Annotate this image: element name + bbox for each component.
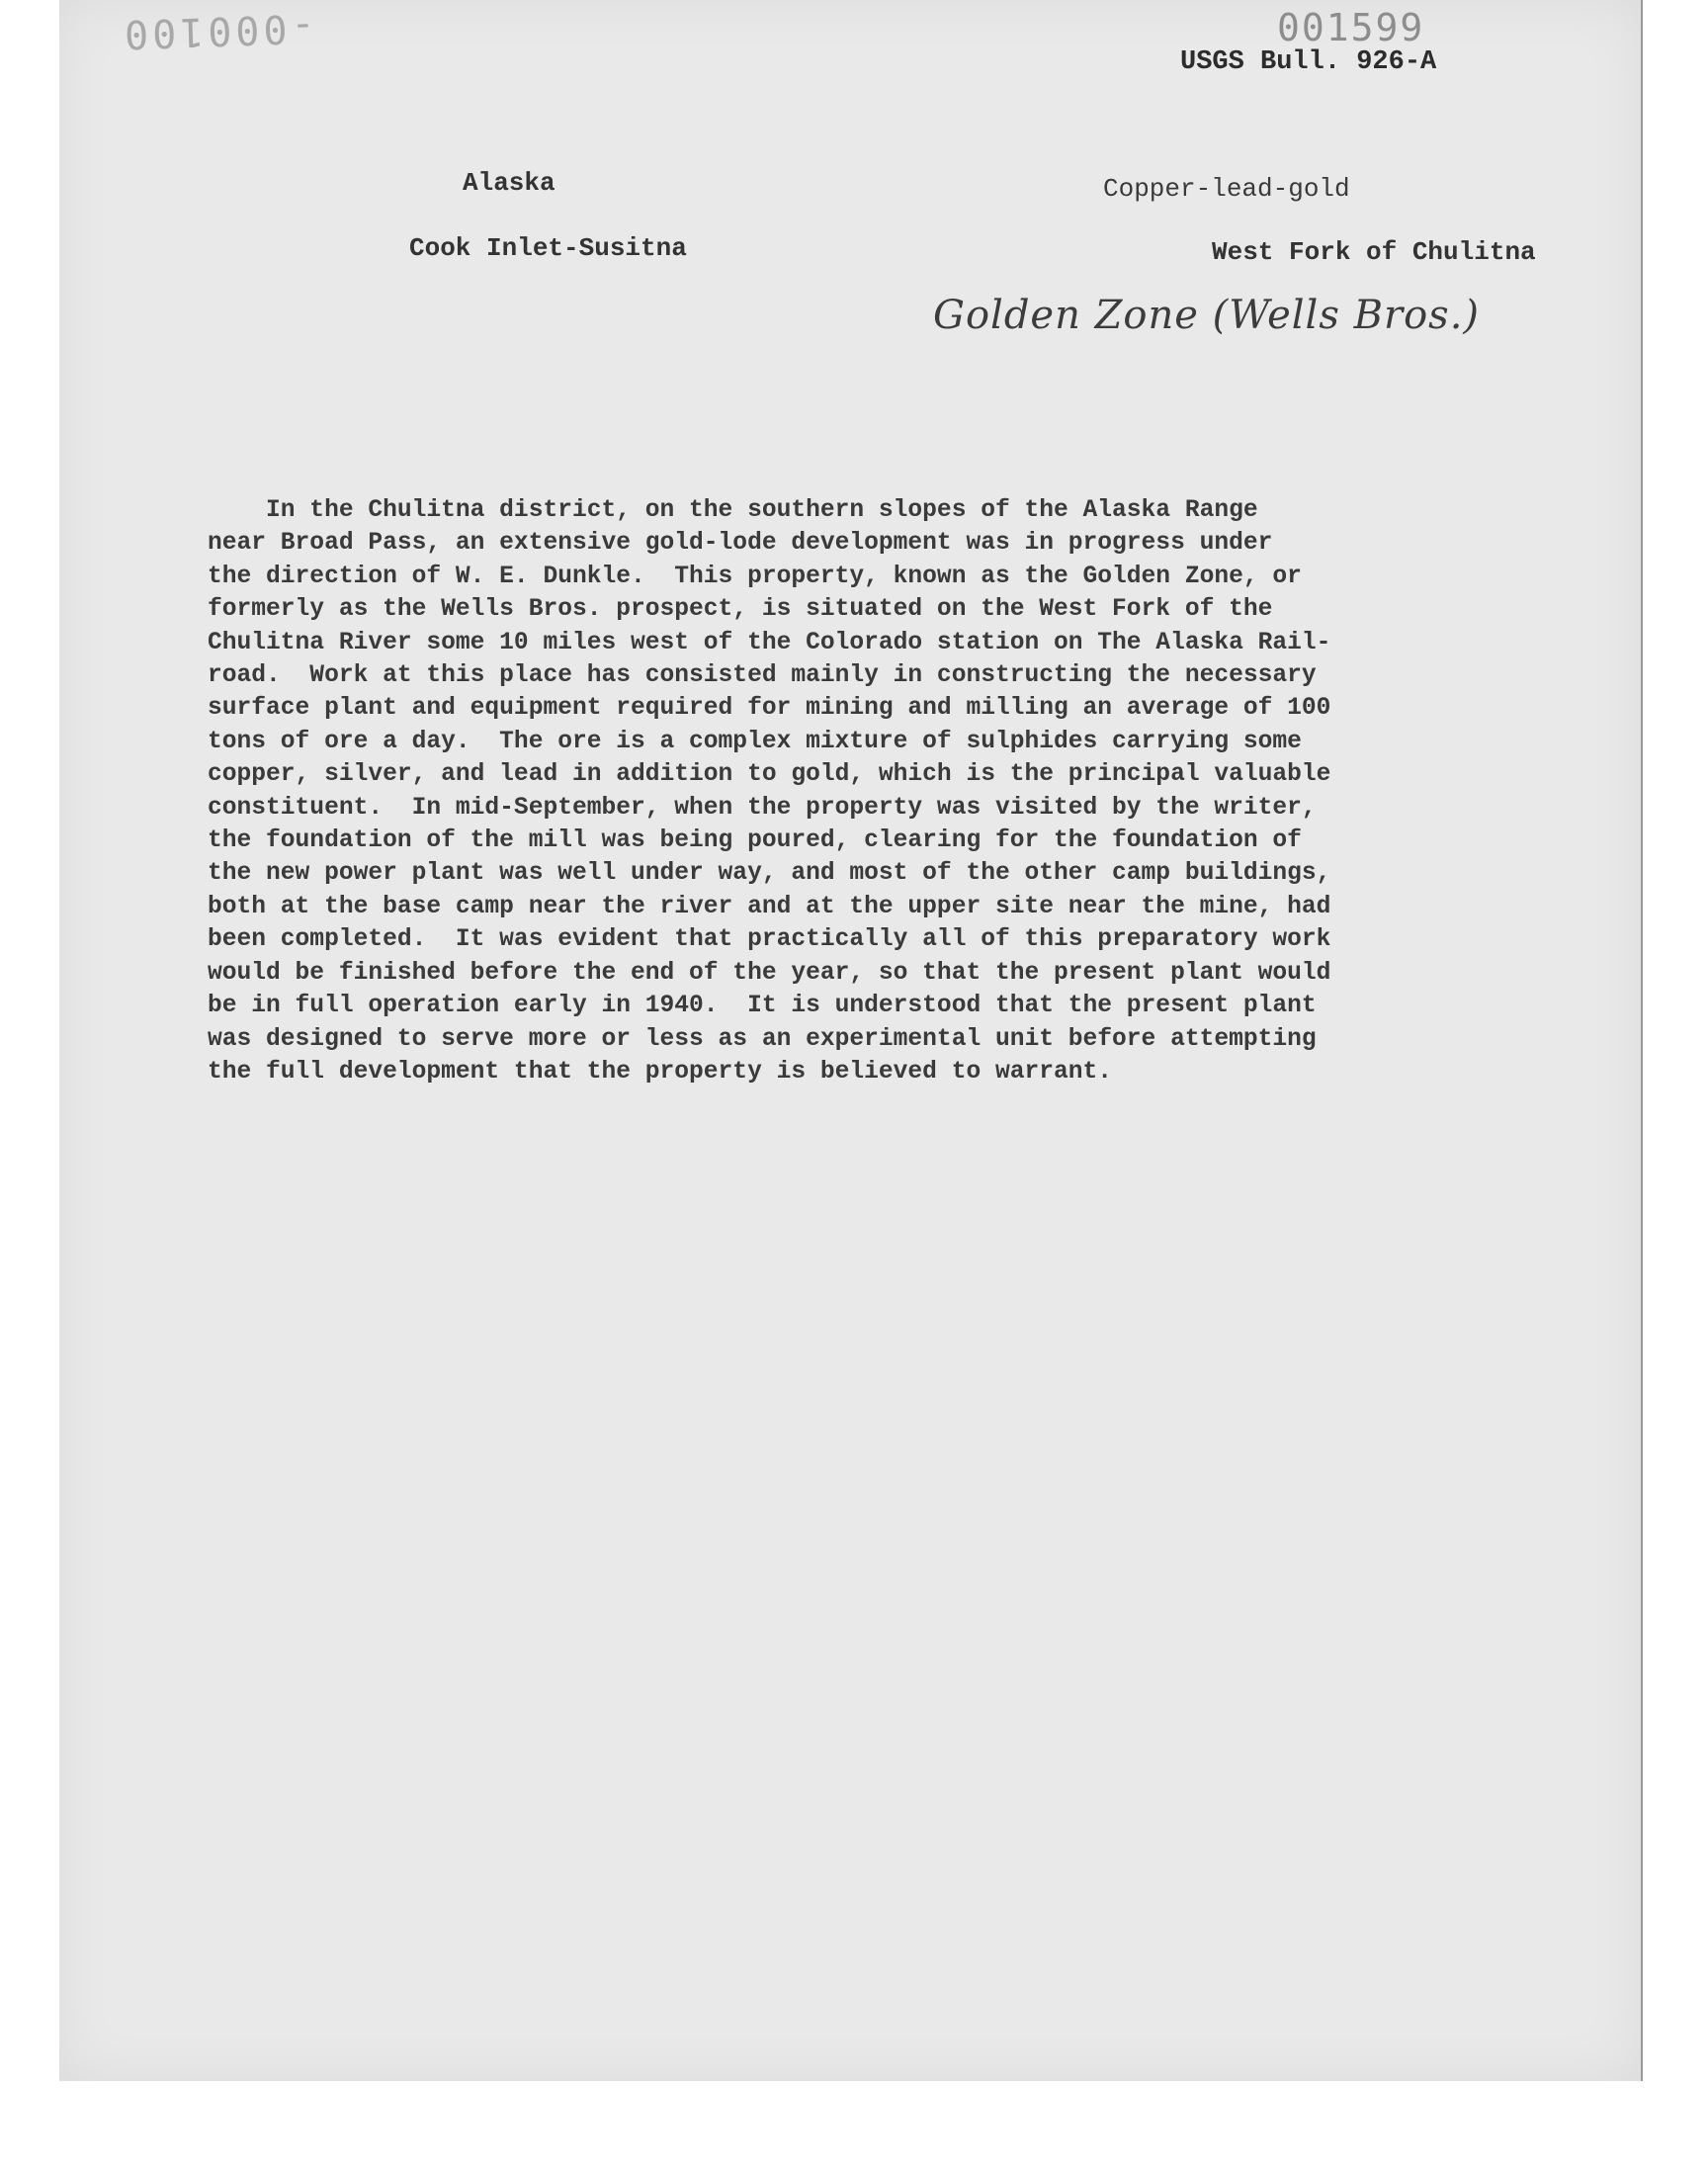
paragraph-line: In the Chulitna district, on the southern slopes of the Alaska Range bbox=[208, 497, 1258, 524]
paragraph-line: both at the base camp near the river and at the upper site near the mine, had bbox=[208, 893, 1331, 920]
paragraph-line: formerly as the Wells Bros. prospect, is situated on the West Fork of the bbox=[208, 596, 1273, 624]
paragraph-line: copper, silver, and lead in addition to gold, which is the principal valuable bbox=[208, 761, 1331, 789]
paragraph-line: surface plant and equipment required for mining and milling an average of 100 bbox=[208, 695, 1331, 723]
paragraph-line: the full development that the property is believed to warrant. bbox=[208, 1058, 1113, 1086]
paragraph-line: be in full operation early in 1940. It is understood that the present plant bbox=[208, 993, 1317, 1020]
paragraph-line: road. Work at this place has consisted mainly in constructing the necessary bbox=[208, 662, 1317, 690]
paragraph-line: would be finished before the end of the year, so that the present plant would bbox=[208, 959, 1331, 987]
body-paragraph bbox=[208, 494, 1493, 1088]
paragraph-line: constituent. In mid-September, when the property was visited by the writer, bbox=[208, 794, 1317, 822]
state-heading: Alaska bbox=[463, 168, 555, 198]
page-stamp-top-right: 001599 bbox=[1277, 6, 1425, 49]
handwritten-annotation: Golden Zone (Wells Bros.) bbox=[933, 293, 1481, 338]
bulletin-reference: USGS Bull. 926-A bbox=[1180, 47, 1437, 77]
paragraph-line: tons of ore a day. The ore is a complex mixture of sulphides carrying some bbox=[208, 728, 1302, 755]
paragraph-line: near Broad Pass, an extensive gold-lode development was in progress under bbox=[208, 530, 1273, 558]
paragraph-line: the foundation of the mill was being poured, clearing for the foundation of bbox=[208, 827, 1302, 855]
paragraph-line: was designed to serve more or less as an experimental unit before attempting bbox=[208, 1025, 1317, 1053]
page-stamp-top-left: -000100 bbox=[120, 4, 316, 57]
region-heading: Cook Inlet-Susitna bbox=[409, 233, 687, 263]
paragraph-line: Chulitna River some 10 miles west of the Colorado station on The Alaska Rail- bbox=[208, 629, 1331, 656]
paragraph-line: the new power plant was well under way, and most of the other camp buildings, bbox=[208, 860, 1331, 888]
locality-heading: West Fork of Chulitna bbox=[1212, 237, 1536, 267]
commodity-heading: Copper-lead-gold bbox=[1103, 174, 1350, 204]
paragraph-line: the direction of W. E. Dunkle. This property, known as the Golden Zone, or bbox=[208, 563, 1302, 590]
paragraph-line: been completed. It was evident that practically all of this preparatory work bbox=[208, 926, 1331, 954]
